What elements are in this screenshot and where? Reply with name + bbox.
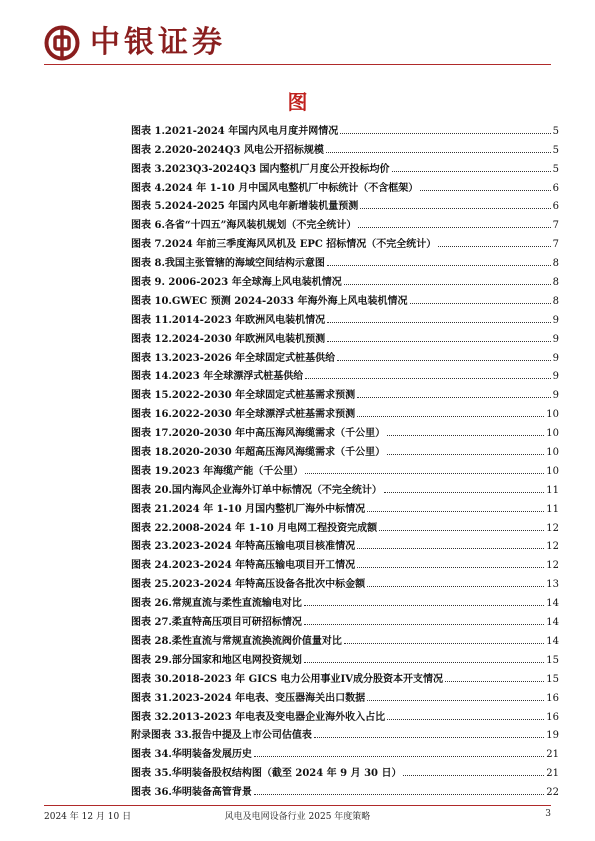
toc-entry[interactable] xyxy=(131,536,559,555)
toc-entry[interactable] xyxy=(131,214,559,233)
toc-leader-dots xyxy=(340,133,550,134)
toc-entry-page: 7 xyxy=(552,239,559,251)
page-title: 图 xyxy=(287,90,308,114)
toc-leader-dots xyxy=(379,530,544,531)
toc-entry-page: 13 xyxy=(546,579,559,591)
toc-entry-label: 图表 14.2023 年全球漂浮式桩基供给 xyxy=(131,371,304,383)
toc-entry-label: 图表 9. 2006-2023 年全球海上风电装机情况 xyxy=(131,277,342,289)
toc-entry[interactable] xyxy=(131,366,559,385)
toc-entry-page: 12 xyxy=(546,541,559,553)
toc-entry-label: 图表 5.2024-2025 年国内风电年新增装机量预测 xyxy=(131,201,359,213)
page-header xyxy=(44,22,226,64)
toc-entry-label: 图表 21.2024 年 1-10 月国内整机厂海外中标情况 xyxy=(131,503,366,515)
toc-entry[interactable] xyxy=(131,781,559,800)
toc-entry-page: 22 xyxy=(546,787,559,799)
toc-entry-label: 图表 4.2024 年 1-10 月中国风电整机厂中标统计（不含框架） xyxy=(131,182,419,194)
toc-entry-page: 11 xyxy=(546,484,559,496)
toc-leader-dots xyxy=(438,246,550,247)
toc-entry[interactable] xyxy=(131,498,559,517)
toc-entry[interactable] xyxy=(131,120,559,139)
toc-leader-dots xyxy=(420,190,550,191)
toc-entry-label: 图表 16.2022-2030 年全球漂浮式桩基需求预测 xyxy=(131,409,356,421)
header-divider xyxy=(44,64,551,65)
toc-leader-dots xyxy=(357,397,550,398)
toc-entry-label: 图表 11.2014-2023 年欧洲风电装机情况 xyxy=(131,314,326,326)
toc-entry-label: 图表 29.部分国家和地区电网投资规划 xyxy=(131,654,302,666)
toc-entry-label: 图表 17.2020-2030 年中高压海风海缆需求（千公里） xyxy=(131,428,386,440)
toc-entry-label: 图表 10.GWEC 预测 2024-2033 年海外海上风电装机情况 xyxy=(131,295,408,307)
toc-entry[interactable] xyxy=(131,309,559,328)
toc-entry-label: 图表 35.华明装备股权结构图（截至 2024 年 9 月 30 日） xyxy=(131,768,402,780)
toc-entry[interactable] xyxy=(131,611,559,630)
toc-entry-page: 14 xyxy=(546,598,559,610)
toc-entry-label: 图表 2.2020-2024Q3 风电公开招标规模 xyxy=(131,144,324,156)
toc-entry-label: 图表 6.各省“十四五”海风装机规划（不完全统计） xyxy=(131,220,357,232)
toc-entry-label: 图表 22.2008-2024 年 1-10 月电网工程投资完成额 xyxy=(131,522,378,534)
toc-leader-dots xyxy=(254,794,544,795)
toc-entry-label: 图表 7.2024 年前三季度海风风机及 EPC 招标情况（不完全统计） xyxy=(131,239,437,251)
toc-leader-dots xyxy=(357,567,544,568)
toc-entry-label: 附录图表 33.报告中提及上市公司估值表 xyxy=(131,730,312,742)
footer-page-number: 3 xyxy=(545,809,551,819)
toc-entry-label: 图表 36.华明装备高管背景 xyxy=(131,787,252,799)
toc-entry-label: 图表 31.2023-2024 年电表、变压器海关出口数据 xyxy=(131,692,366,704)
toc-leader-dots xyxy=(445,681,544,682)
toc-leader-dots xyxy=(367,700,544,701)
toc-entry-page: 7 xyxy=(552,220,559,232)
toc-entry-label: 图表 32.2013-2023 年电表及变电器企业海外收入占比 xyxy=(131,711,386,723)
toc-entry-label: 图表 20.国内海风企业海外订单中标情况（不完全统计） xyxy=(131,484,382,496)
footer-report-title: 风电及电网设备行业 2025 年度策略 xyxy=(224,812,371,822)
toc-entry[interactable] xyxy=(131,554,559,573)
toc-entry-page: 10 xyxy=(546,465,559,477)
toc-entry[interactable] xyxy=(131,743,559,762)
toc-leader-dots xyxy=(387,719,544,720)
toc-entry-page: 15 xyxy=(546,673,559,685)
toc-entry-label: 图表 26.常规直流与柔性直流输电对比 xyxy=(131,598,302,610)
figure-index xyxy=(131,120,559,800)
toc-entry[interactable] xyxy=(131,422,559,441)
toc-entry[interactable] xyxy=(131,347,559,366)
toc-entry[interactable] xyxy=(131,668,559,687)
toc-leader-dots xyxy=(360,208,550,209)
toc-entry-label: 图表 15.2022-2030 年全球固定式桩基需求预测 xyxy=(131,390,356,402)
toc-entry[interactable] xyxy=(131,687,559,706)
toc-entry[interactable] xyxy=(131,158,559,177)
toc-entry-label: 图表 34.华明装备发展历史 xyxy=(131,749,252,761)
bank-of-china-logo-icon xyxy=(44,25,80,61)
toc-entry[interactable] xyxy=(131,573,559,592)
toc-entry[interactable] xyxy=(131,725,559,744)
toc-leader-dots xyxy=(304,662,544,663)
toc-entry-page: 5 xyxy=(552,163,559,175)
toc-entry[interactable] xyxy=(131,384,559,403)
toc-entry[interactable] xyxy=(131,233,559,252)
toc-entry-page: 12 xyxy=(546,560,559,572)
toc-leader-dots xyxy=(254,756,544,757)
toc-entry-page: 9 xyxy=(552,390,559,402)
toc-entry-label: 图表 28.柔性直流与常规直流换流阀价值量对比 xyxy=(131,635,342,647)
toc-leader-dots xyxy=(327,322,550,323)
toc-leader-dots xyxy=(344,643,544,644)
toc-entry-page: 9 xyxy=(552,352,559,364)
toc-entry-page: 21 xyxy=(546,749,559,761)
toc-entry[interactable] xyxy=(131,706,559,725)
toc-entry-label: 图表 19.2023 年海缆产能（千公里） xyxy=(131,465,304,477)
toc-leader-dots xyxy=(305,378,550,379)
toc-entry[interactable] xyxy=(131,441,559,460)
toc-leader-dots xyxy=(305,473,544,474)
toc-entry-page: 8 xyxy=(552,295,559,307)
toc-leader-dots xyxy=(410,303,551,304)
toc-entry-label: 图表 8.我国主张管辖的海域空间结构示意图 xyxy=(131,258,325,270)
toc-leader-dots xyxy=(327,265,551,266)
toc-entry-page: 6 xyxy=(552,182,559,194)
toc-leader-dots xyxy=(403,775,544,776)
toc-entry-page: 8 xyxy=(552,277,559,289)
toc-leader-dots xyxy=(304,624,544,625)
toc-entry[interactable] xyxy=(131,290,559,309)
toc-entry-label: 图表 23.2023-2024 年特高压输电项目核准情况 xyxy=(131,541,356,553)
toc-leader-dots xyxy=(357,548,544,549)
toc-entry[interactable] xyxy=(131,649,559,668)
toc-entry-page: 5 xyxy=(552,125,559,137)
toc-entry-label: 图表 25.2023-2024 年特高压设备各批次中标金额 xyxy=(131,579,366,591)
toc-entry-label: 图表 18.2020-2030 年超高压海风海缆需求（千公里） xyxy=(131,447,386,459)
footer-date: 2024 年 12 月 10 日 xyxy=(44,812,132,822)
toc-leader-dots xyxy=(314,737,544,738)
toc-entry-page: 14 xyxy=(546,635,559,647)
toc-entry-label: 图表 30.2018-2023 年 GICS 电力公用事业IV成分股资本开支情况 xyxy=(131,673,443,685)
toc-entry-page: 10 xyxy=(546,428,559,440)
toc-entry[interactable] xyxy=(131,252,559,271)
toc-entry-page: 16 xyxy=(546,711,559,723)
toc-entry-page: 11 xyxy=(546,503,559,515)
toc-entry-page: 10 xyxy=(546,409,559,421)
toc-entry-label: 图表 27.柔直特高压项目可研招标情况 xyxy=(131,617,302,629)
toc-entry-page: 9 xyxy=(552,333,559,345)
toc-entry-label: 图表 13.2023-2026 年全球固定式桩基供给 xyxy=(131,352,336,364)
toc-entry[interactable] xyxy=(131,139,559,158)
toc-entry-page: 8 xyxy=(552,258,559,270)
toc-entry-page: 14 xyxy=(546,617,559,629)
toc-entry-page: 15 xyxy=(546,654,559,666)
toc-leader-dots xyxy=(357,416,544,417)
toc-entry[interactable] xyxy=(131,517,559,536)
toc-entry[interactable] xyxy=(131,328,559,347)
toc-leader-dots xyxy=(344,284,551,285)
toc-entry[interactable] xyxy=(131,177,559,196)
toc-entry-page: 10 xyxy=(546,447,559,459)
toc-leader-dots xyxy=(326,152,551,153)
toc-entry[interactable] xyxy=(131,271,559,290)
toc-entry-label: 图表 3.2023Q3-2024Q3 国内整机厂月度公开投标均价 xyxy=(131,163,390,175)
brand-name: 中银证券 xyxy=(90,25,226,60)
toc-entry[interactable] xyxy=(131,762,559,781)
toc-leader-dots xyxy=(367,511,544,512)
toc-leader-dots xyxy=(387,435,544,436)
toc-leader-dots xyxy=(327,341,550,342)
toc-entry-label: 图表 12.2024-2030 年欧洲风电装机预测 xyxy=(131,333,326,345)
toc-entry-label: 图表 1.2021-2024 年国内风电月度并网情况 xyxy=(131,125,339,137)
toc-leader-dots xyxy=(358,227,550,228)
toc-entry[interactable] xyxy=(131,403,559,422)
toc-entry-label: 图表 24.2023-2024 年特高压输电项目开工情况 xyxy=(131,560,356,572)
toc-entry-page: 6 xyxy=(552,201,559,213)
toc-entry[interactable] xyxy=(131,630,559,649)
toc-leader-dots xyxy=(367,586,544,587)
toc-entry[interactable] xyxy=(131,460,559,479)
page-footer xyxy=(44,809,551,822)
toc-entry-page: 12 xyxy=(546,522,559,534)
toc-entry-page: 9 xyxy=(552,371,559,383)
toc-entry[interactable] xyxy=(131,592,559,611)
toc-leader-dots xyxy=(384,492,544,493)
toc-entry[interactable] xyxy=(131,196,559,215)
toc-entry-page: 21 xyxy=(546,768,559,780)
toc-entry-page: 9 xyxy=(552,314,559,326)
toc-leader-dots xyxy=(387,454,544,455)
toc-entry-page: 19 xyxy=(546,730,559,742)
toc-leader-dots xyxy=(337,360,550,361)
toc-leader-dots xyxy=(304,605,544,606)
toc-entry[interactable] xyxy=(131,479,559,498)
toc-leader-dots xyxy=(392,171,551,172)
toc-entry-page: 16 xyxy=(546,692,559,704)
footer-divider xyxy=(44,805,551,806)
toc-entry-page: 5 xyxy=(552,144,559,156)
